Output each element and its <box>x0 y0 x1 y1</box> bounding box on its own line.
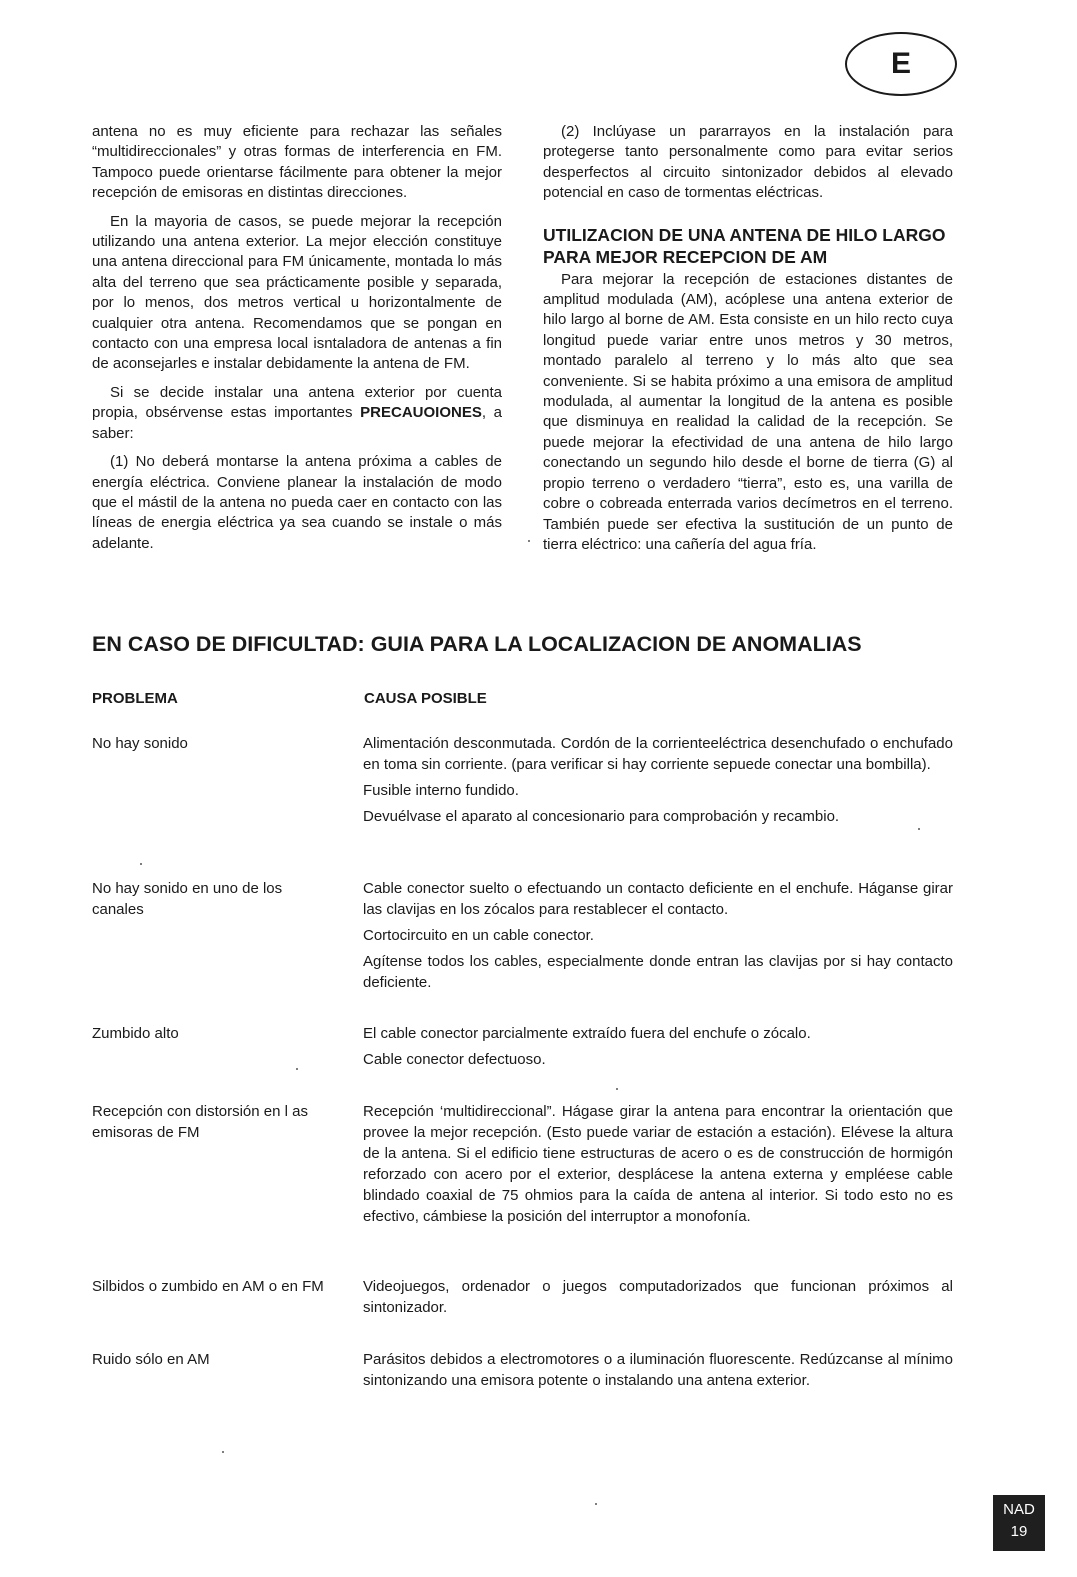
paragraph: Para mejorar la recepción de estaciones distantes de amplitud modulada (AM), acóplese una antena exterior de hilo largo al borne de AM. Esta consiste en un hilo recto cuya longitud puede variar entre unos metros y 30 metros, montado paralelo al terreno y lo más alto que sea conveniente. Si se habita próximo a una emisora de amplitud modulada, al aumentar la longitud de la antena es posible que disminuya en realidad la calidad de la recepción. Se puede mejorar la efectividad de una antena de hilo largo conectando un segundo hilo desde el borne de tierra (G) al propio terreno o verdadero “tierra”, esto es, una varilla de cobre o cobreada enterrada varios decímetros en el terreno. También puede ser efectiva la sustitución de un punto de tierra eléctrico: una cañería del agua fría. <box>543 270 953 553</box>
cause-cell <box>363 1023 953 1075</box>
precautions-label: PRECAUOIONES <box>360 404 482 422</box>
cause-cell <box>363 1276 953 1323</box>
cause-item: Fusible interno fundido. <box>363 782 519 799</box>
scan-speck <box>296 1068 298 1070</box>
left-column <box>92 122 502 562</box>
scan-speck <box>595 1503 597 1505</box>
problem-cell: Zumbido alto <box>92 1025 179 1042</box>
scan-speck <box>918 828 920 830</box>
scan-speck <box>528 540 530 542</box>
problem-cell: Ruido sólo en AM <box>92 1351 210 1368</box>
cause-cell <box>363 1101 953 1232</box>
cause-item: Cable conector suelto o efectuando un contacto deficiente en el enchufe. Háganse girar las clavijas en los zócalos para restablecer el contacto. <box>363 880 953 918</box>
cause-item: Agítense todos los cables, especialmente donde entran las clavijas por si hay contacto deficiente. <box>363 953 953 991</box>
problem-cell: Silbidos o zumbido en AM o en FM <box>92 1278 324 1295</box>
cause-item: Cable conector defectuoso. <box>363 1051 546 1068</box>
cause-item: Recepción ‘multidireccional”. Hágase girar la antena para encontrar la orientación que provee la mejor recepción. (Esto puede variar de estación a estación). Elévese la altura de la antena. Si el edificio tiene estructuras de acero o es de construcción de hormigón reforzado con acero por el exterior, desplácese la antena externa y empléese cable blindado coaxial de 75 ohmios para la caída de antena al interior. Si todo esto no es efectivo, cámbiese la posición del interruptor a monofonía. <box>363 1103 953 1225</box>
cause-item: Cortocircuito en un cable conector. <box>363 927 594 944</box>
cause-cell <box>363 733 953 832</box>
cause-item: Alimentación desconmutada. Cordón de la corrienteeléctrica desenchufado o enchufado en toma sin corriente. (para verificar si hay corriente sepuede conectar una bombilla). <box>363 735 953 773</box>
page-number: 19 <box>1010 1523 1028 1540</box>
brand-label: NAD <box>1003 1501 1035 1518</box>
scan-speck <box>616 1088 618 1090</box>
column-header-cause: CAUSA POSIBLE <box>364 690 487 707</box>
section-heading: UTILIZACION DE UNA ANTENA DE HILO LARGO PARA MEJOR RECEPCION DE AM <box>543 224 946 267</box>
troubleshooting-title: EN CASO DE DIFICULTAD: GUIA PARA LA LOCALIZACION DE ANOMALIAS <box>92 632 862 656</box>
problem-cell: Recepción con distorsión en l as emisoras de FM <box>92 1103 308 1141</box>
cause-item: Devuélvase el aparato al concesionario para comprobación y recambio. <box>363 808 840 825</box>
paragraph <box>92 383 502 444</box>
right-column <box>543 122 953 563</box>
paragraph: (1) No deberá montarse la antena próxima a cables de energía eléctrica. Conviene planear la instalación de modo que el mástil de la antena no pueda caer en contacto con las líneas de energia eléctrica ya sea cuando se instale o más adelante. <box>92 453 502 552</box>
language-badge <box>845 32 957 96</box>
language-letter: E <box>890 47 911 80</box>
paragraph: antena no es muy eficiente para rechazar las señales “multidireccionales” y otras formas de interferencia en FM. Tampoco puede orientarse fácilmente para obtener la mejor recepción de emisoras en distintas direcciones. <box>92 123 502 202</box>
scan-speck <box>222 1451 224 1453</box>
paragraph: En la mayoria de casos, se puede mejorar la recepción utilizando una antena exterior. La mejor elección constituye una antena direccional para FM únicamente, montada lo más alta del terreno que sea prácticamente posible y separada, por lo menos, dos metros vertical u horizontalmente de cualquier otra antena. Recomendamos que se pongan en contacto con una empresa local isntaladora de antenas a fin de aconsejarles e instalar debidamente la antena de FM. <box>92 212 502 373</box>
cause-cell <box>363 878 953 998</box>
cause-item: El cable conector parcialmente extraído fuera del enchufe o zócalo. <box>363 1025 811 1042</box>
cause-item: Parásitos debidos a electromotores o a iluminación fluorescente. Redúzcanse al mínimo sintonizando una emisora potente o instalando una antena exterior. <box>363 1351 953 1389</box>
column-header-problem: PROBLEMA <box>92 690 178 707</box>
cause-item: Videojuegos, ordenador o juegos computadorizados que funcionan próximos al sintonizador. <box>363 1278 953 1316</box>
paragraph: (2) Inclúyase un pararrayos en la instalación para protegerse tanto personalmente como para evitar serios desperfectos al circuito sintonizador debidos al elevado potencial en caso de tormentas eléctricas. <box>543 123 953 202</box>
cause-cell <box>363 1349 953 1396</box>
paragraph-text: Si se decide instalar una antena exterior por cuenta propia, obsérvense estas importantes <box>92 383 502 422</box>
scan-speck <box>140 863 142 865</box>
brand-page-box <box>993 1495 1045 1551</box>
problem-cell: No hay sonido en uno de los canales <box>92 880 283 918</box>
paragraph-text-end: , a saber: <box>92 404 502 442</box>
problem-cell: No hay sonido <box>92 735 188 752</box>
